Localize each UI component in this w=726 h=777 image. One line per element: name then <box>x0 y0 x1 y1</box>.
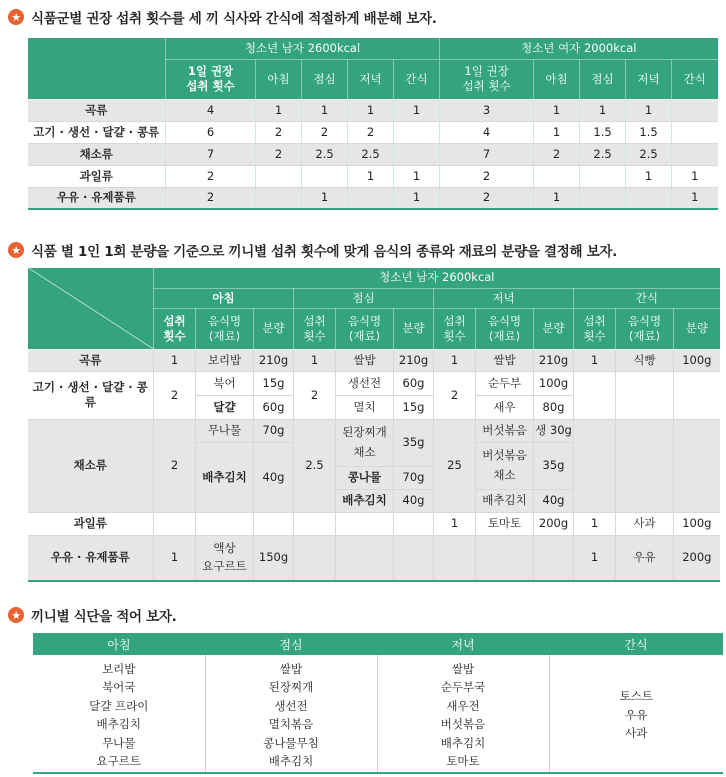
veg-d-item: 배추김치 <box>476 489 534 512</box>
table1-row <box>28 143 718 165</box>
veg-d-count: 25 <box>434 419 476 512</box>
menu-item: 달걀 프라이 <box>89 698 149 713</box>
grain-cell: 210g <box>254 349 294 371</box>
veg-b-item: 무나물 <box>196 419 254 442</box>
star-icon: ★ <box>8 607 24 623</box>
milk-b-item: 액상 요구르트 <box>196 535 254 581</box>
menu-header-snack: 간식 <box>549 633 723 655</box>
male-value: 4 <box>166 99 256 121</box>
menu-header-lunch: 점심 <box>205 633 377 655</box>
grain-cell: 쌀밥 <box>336 349 394 371</box>
female-value: 3 <box>440 99 534 121</box>
section-1-title <box>8 7 437 27</box>
food-name: 우유 · 유제품류 <box>28 187 166 209</box>
table1-row <box>28 121 718 143</box>
veg-d-amount: 생 30g <box>534 419 574 442</box>
male-value: 2 <box>302 121 348 143</box>
female-value <box>672 99 718 121</box>
fruit-s-item: 사과 <box>616 512 674 535</box>
male-group-header: 청소년 남자 2600kcal <box>166 38 440 59</box>
meat-d-amount: 80g <box>534 395 574 419</box>
menu-item: 배추김치 <box>268 754 314 768</box>
section-2-text: 식품 별 1인 1회 분량을 기준으로 끼니별 섭취 횟수에 맞게 음식의 종류와 재료의 분량을 결정해 보자. <box>31 244 617 260</box>
menu-item: 생선전 <box>274 698 308 713</box>
sub-header-amount: 분량 <box>394 308 434 349</box>
col-daily-f: 1일 권장 섭취 횟수 <box>440 59 534 99</box>
female-value: 1 <box>672 165 718 187</box>
fruit-s-amount: 100g <box>674 512 720 535</box>
sub-header-menu: 음식명 (재료) <box>196 308 254 349</box>
meal-plan-table <box>33 633 723 774</box>
veg-d-item: 버섯볶음 <box>476 419 534 442</box>
sub-header-amount: 분량 <box>534 308 574 349</box>
male-value: 7 <box>166 143 256 165</box>
section-2-title <box>8 240 617 260</box>
menu-item: 쌀밥 <box>451 661 475 676</box>
col-dinner-m: 저녁 <box>348 59 394 99</box>
col-snack-m: 간식 <box>394 59 440 99</box>
menu-item: 요구르트 <box>96 754 141 768</box>
female-value: 2 <box>440 165 534 187</box>
star-icon: ★ <box>8 9 24 25</box>
veg-s-count <box>574 419 616 512</box>
col-lunch-m: 점심 <box>302 59 348 99</box>
menu-item: 새우전 <box>446 698 480 713</box>
col-daily-m: 1일 권장 섭취 횟수 <box>166 59 256 99</box>
grain-cell: 100g <box>674 349 720 371</box>
female-value <box>580 165 626 187</box>
section-3-title <box>8 605 176 625</box>
serving-distribution-table <box>27 38 718 210</box>
veg-b-item: 배추김치 <box>196 442 254 512</box>
veg-s-amount <box>674 419 720 512</box>
female-value: 1.5 <box>626 121 672 143</box>
milk-s-item: 우유 <box>616 535 674 581</box>
grain-cell: 1 <box>434 349 476 371</box>
portion-table <box>27 268 720 582</box>
milk-s-count: 1 <box>574 535 616 581</box>
male-value <box>394 121 440 143</box>
diagonal-corner-cell <box>28 268 154 349</box>
male-value: 2.5 <box>302 143 348 165</box>
meal-header-lunch: 점심 <box>294 288 434 308</box>
meal-header-breakfast: 아침 <box>154 288 294 308</box>
female-value: 7 <box>440 143 534 165</box>
female-value <box>580 187 626 209</box>
meat-l-count: 2 <box>294 371 336 419</box>
veg-s-item <box>616 419 674 512</box>
veg-l-dish: 된장찌개 채소 <box>336 419 394 466</box>
meat-d-amount: 100g <box>534 371 574 395</box>
meat-d-item: 순두부 <box>476 371 534 395</box>
food-veg: 채소류 <box>28 419 154 512</box>
male-value: 1 <box>302 99 348 121</box>
menu-item: 무나물 <box>102 735 136 750</box>
menu-item: 토마토 <box>446 754 480 768</box>
veg-l-count: 2.5 <box>294 419 336 512</box>
female-value: 1 <box>626 165 672 187</box>
food-name: 고기 · 생선 · 달걀 · 콩류 <box>28 121 166 143</box>
veg-l-amount: 35g <box>394 419 434 466</box>
meat-l-item: 멸치 <box>336 395 394 419</box>
milk-b-amount: 150g <box>254 535 294 581</box>
menu-column <box>205 655 377 773</box>
veg-d-amount: 35g <box>534 442 574 489</box>
table1-row <box>28 99 718 121</box>
veg-b-count: 2 <box>154 419 196 512</box>
meat-s-item <box>616 371 674 419</box>
food-meat: 고기 · 생선 · 달걀 · 콩류 <box>28 371 154 419</box>
male-value: 2 <box>256 143 302 165</box>
meat-l-amount: 60g <box>394 371 434 395</box>
male-value: 2 <box>166 187 256 209</box>
food-name: 과일류 <box>28 165 166 187</box>
veg-d-dish: 버섯볶음 채소 <box>476 442 534 489</box>
meat-s-amount <box>674 371 720 419</box>
menu-item: 쌀밥 <box>279 661 303 676</box>
veg-b-amount: 70g <box>254 419 294 442</box>
sub-header-amount: 분량 <box>254 308 294 349</box>
veg-l-item: 배추김치 <box>336 489 394 512</box>
male-value <box>348 187 394 209</box>
milk-b-count: 1 <box>154 535 196 581</box>
fruit-s-count: 1 <box>574 512 616 535</box>
male-value: 1 <box>348 165 394 187</box>
meat-b-count: 2 <box>154 371 196 419</box>
male-value: 1 <box>256 99 302 121</box>
female-value: 1 <box>672 187 718 209</box>
menu-item: 배추김치 <box>96 717 141 731</box>
female-value: 4 <box>440 121 534 143</box>
sub-header-menu: 음식명 (재료) <box>476 308 534 349</box>
col-snack-f: 간식 <box>672 59 718 99</box>
male-value: 6 <box>166 121 256 143</box>
male-value <box>302 165 348 187</box>
menu-item: 사과 <box>625 726 648 741</box>
section-3-text: 끼니별 식단을 적어 보자. <box>31 609 177 625</box>
portion-group-header: 청소년 남자 2600kcal <box>154 268 720 288</box>
meat-d-item: 새우 <box>476 395 534 419</box>
fruit-d-count: 1 <box>434 512 476 535</box>
veg-l-amount: 70g <box>394 466 434 489</box>
star-icon: ★ <box>8 242 24 258</box>
menu-column <box>377 655 549 773</box>
menu-column <box>33 655 205 773</box>
sub-header-menu: 음식명 (재료) <box>616 308 674 349</box>
grain-cell: 210g <box>534 349 574 371</box>
grain-cell: 쌀밥 <box>476 349 534 371</box>
grain-cell: 1 <box>294 349 336 371</box>
meat-b-item: 달걀 <box>196 395 254 419</box>
male-value: 1 <box>394 99 440 121</box>
male-value: 1 <box>302 187 348 209</box>
female-group-header: 청소년 여자 2000kcal <box>440 38 718 59</box>
meal-header-dinner: 저녁 <box>434 288 574 308</box>
menu-item: 버섯볶음 <box>440 717 486 731</box>
sub-header-amount: 분량 <box>674 308 720 349</box>
male-value: 1 <box>348 99 394 121</box>
female-value <box>626 187 672 209</box>
col-dinner-f: 저녁 <box>626 59 672 99</box>
milk-s-amount: 200g <box>674 535 720 581</box>
male-value: 2 <box>348 121 394 143</box>
male-value: 2 <box>256 121 302 143</box>
male-value <box>256 165 302 187</box>
menu-item: 순두부국 <box>440 680 486 694</box>
sub-header-count: 섭취 횟수 <box>434 308 476 349</box>
female-value: 1 <box>534 187 580 209</box>
male-value: 2 <box>166 165 256 187</box>
veg-l-item: 콩나물 <box>336 466 394 489</box>
female-value <box>672 143 718 165</box>
female-value: 1 <box>626 99 672 121</box>
food-fruit: 과일류 <box>28 512 154 535</box>
table1-row <box>28 165 718 187</box>
food-name: 곡류 <box>28 99 166 121</box>
female-value: 1 <box>534 121 580 143</box>
female-value: 1.5 <box>580 121 626 143</box>
grain-cell: 210g <box>394 349 434 371</box>
meat-s-count <box>574 371 616 419</box>
female-value: 2.5 <box>626 143 672 165</box>
fruit-d-item: 토마토 <box>476 512 534 535</box>
female-value: 1 <box>580 99 626 121</box>
meal-header-snack: 간식 <box>574 288 720 308</box>
meat-l-item: 생선전 <box>336 371 394 395</box>
table1-row <box>28 187 718 209</box>
sub-header-count: 섭취 횟수 <box>574 308 616 349</box>
col-lunch-f: 점심 <box>580 59 626 99</box>
male-value: 1 <box>394 187 440 209</box>
menu-header-breakfast: 아침 <box>33 633 205 655</box>
female-value <box>672 121 718 143</box>
menu-item: 보리밥 <box>102 661 136 676</box>
sub-header-count: 섭취 횟수 <box>154 308 196 349</box>
sub-header-count: 섭취 횟수 <box>294 308 336 349</box>
veg-l-amount: 40g <box>394 489 434 512</box>
col-breakfast-m: 아침 <box>256 59 302 99</box>
male-value <box>256 187 302 209</box>
menu-column <box>549 655 723 773</box>
corner-cell <box>28 38 166 99</box>
menu-header-dinner: 저녁 <box>377 633 549 655</box>
menu-item: 우유 <box>625 707 648 722</box>
female-value <box>534 165 580 187</box>
male-value: 1 <box>394 165 440 187</box>
female-value: 2 <box>534 143 580 165</box>
female-value: 1 <box>534 99 580 121</box>
menu-item: 토스트 <box>619 689 653 704</box>
menu-item: 멸치볶음 <box>268 717 314 731</box>
col-breakfast-f: 아침 <box>534 59 580 99</box>
meat-l-amount: 15g <box>394 395 434 419</box>
food-milk: 우유 · 유제품류 <box>28 535 154 581</box>
meat-b-item: 북어 <box>196 371 254 395</box>
menu-item: 콩나물무침 <box>263 735 319 750</box>
menu-item: 배추김치 <box>440 735 486 750</box>
grain-cell: 1 <box>154 349 196 371</box>
veg-b-amount: 40g <box>254 442 294 512</box>
female-value: 2 <box>440 187 534 209</box>
meat-b-amount: 60g <box>254 395 294 419</box>
male-value <box>394 143 440 165</box>
grain-cell: 보리밥 <box>196 349 254 371</box>
meat-d-count: 2 <box>434 371 476 419</box>
sub-header-menu: 음식명 (재료) <box>336 308 394 349</box>
food-name: 채소류 <box>28 143 166 165</box>
grain-cell: 1 <box>574 349 616 371</box>
food-grain: 곡류 <box>28 349 154 371</box>
meat-b-amount: 15g <box>254 371 294 395</box>
male-value: 2.5 <box>348 143 394 165</box>
section-1-text: 식품군별 권장 섭취 횟수를 세 끼 식사와 간식에 적절하게 배분해 보자. <box>31 11 437 27</box>
veg-d-amount: 40g <box>534 489 574 512</box>
fruit-d-amount: 200g <box>534 512 574 535</box>
grain-cell: 식빵 <box>616 349 674 371</box>
menu-item: 북어국 <box>102 680 136 694</box>
menu-item: 된장찌개 <box>268 680 314 694</box>
female-value: 2.5 <box>580 143 626 165</box>
